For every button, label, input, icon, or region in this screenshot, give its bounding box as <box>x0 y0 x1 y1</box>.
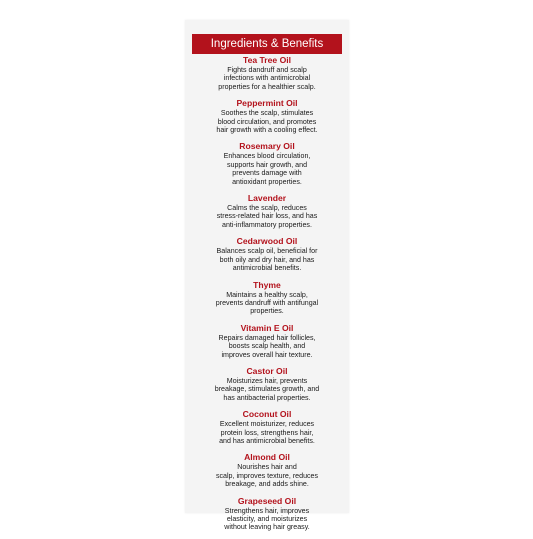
ingredient-description-line: Nourishes hair and <box>237 463 297 472</box>
ingredient-item <box>185 55 349 91</box>
ingredient-description-line: Strengthens hair, improves <box>224 506 310 515</box>
ingredient-description-line: improves overall hair texture. <box>221 350 313 359</box>
ingredient-description-line: Excellent moisturizer, reduces <box>219 420 315 429</box>
ingredient-description-line: Repairs damaged hair follicles, <box>218 333 316 342</box>
ingredient-item <box>185 496 349 532</box>
ingredient-item <box>185 280 349 316</box>
ingredient-list <box>185 55 349 539</box>
ingredient-item <box>185 366 349 402</box>
ingredient-item <box>185 409 349 445</box>
ingredient-name: Coconut Oil <box>242 409 292 420</box>
ingredient-description-line: infections with antimicrobial <box>223 74 311 83</box>
ingredients-card <box>185 20 349 532</box>
ingredient-description-line: anti-inflammatory properties. <box>222 220 312 229</box>
ingredient-description-line: breakage, and adds shine. <box>225 480 309 489</box>
ingredient-description-line: antimicrobial benefits. <box>232 264 302 273</box>
ingredient-item <box>185 141 349 186</box>
ingredient-description-line: has antibacterial properties. <box>223 393 311 402</box>
ingredient-name: Peppermint Oil <box>236 98 298 109</box>
ingredient-name: Lavender <box>247 193 287 204</box>
ingredient-description-line: Soothes the scalp, stimulates <box>220 109 314 118</box>
ingredient-description-line: Calms the scalp, reduces <box>227 204 307 213</box>
ingredient-description-line: prevents dandruff with antifungal <box>215 298 319 307</box>
ingredient-name: Castor Oil <box>246 365 288 376</box>
ingredient-description-line: both oily and dry hair, and has <box>219 255 315 264</box>
ingredient-description-line: Fights dandruff and scalp <box>227 66 307 74</box>
ingredient-item <box>185 236 349 272</box>
ingredient-name: Almond Oil <box>244 452 290 463</box>
ingredient-description-line: boosts scalp health, and <box>228 342 306 351</box>
ingredient-name: Tea Tree Oil <box>242 55 292 65</box>
ingredient-description-line: antioxidant properties. <box>232 177 302 186</box>
ingredient-description-line: elasticity, and moisturizes <box>226 515 308 523</box>
ingredient-description-line: stress-related hair loss, and has <box>216 212 318 221</box>
ingredient-description-line: Maintains a healthy scalp, <box>226 290 308 299</box>
ingredient-description-line: prevents damage with <box>232 169 302 178</box>
ingredient-description-line: properties. <box>250 307 284 316</box>
ingredient-item <box>185 452 349 488</box>
ingredients-banner: Ingredients & Benefits <box>192 34 342 54</box>
ingredient-name: Cedarwood Oil <box>236 236 298 247</box>
ingredient-description-line: Enhances blood circulation, <box>223 152 311 161</box>
ingredient-item <box>185 193 349 229</box>
ingredient-name: Rosemary Oil <box>239 141 295 152</box>
ingredient-description-line: blood circulation, and promotes <box>217 117 317 126</box>
ingredient-name: Thyme <box>253 279 281 290</box>
ingredient-description-line: properties for a healthier scalp. <box>218 82 316 91</box>
ingredient-description-line: breakage, stimulates growth, and <box>214 385 320 394</box>
ingredient-description-line: Moisturizes hair, prevents <box>226 376 308 385</box>
ingredient-name: Grapeseed Oil <box>237 495 297 506</box>
ingredient-description-line: protein loss, strengthens hair, <box>220 428 314 437</box>
ingredient-item <box>185 98 349 134</box>
ingredient-item <box>185 323 349 359</box>
ingredient-name: Vitamin E Oil <box>240 322 294 333</box>
ingredient-description-line: hair growth with a cooling effect. <box>216 126 318 135</box>
ingredient-description-line: Balances scalp oil, beneficial for <box>216 247 318 256</box>
ingredient-description-line: scalp, improves texture, reduces <box>215 471 319 480</box>
ingredient-description-line: supports hair growth, and <box>226 160 308 169</box>
ingredient-description-line: and has antimicrobial benefits. <box>219 436 315 445</box>
ingredient-description-line: without leaving hair greasy. <box>224 523 310 532</box>
